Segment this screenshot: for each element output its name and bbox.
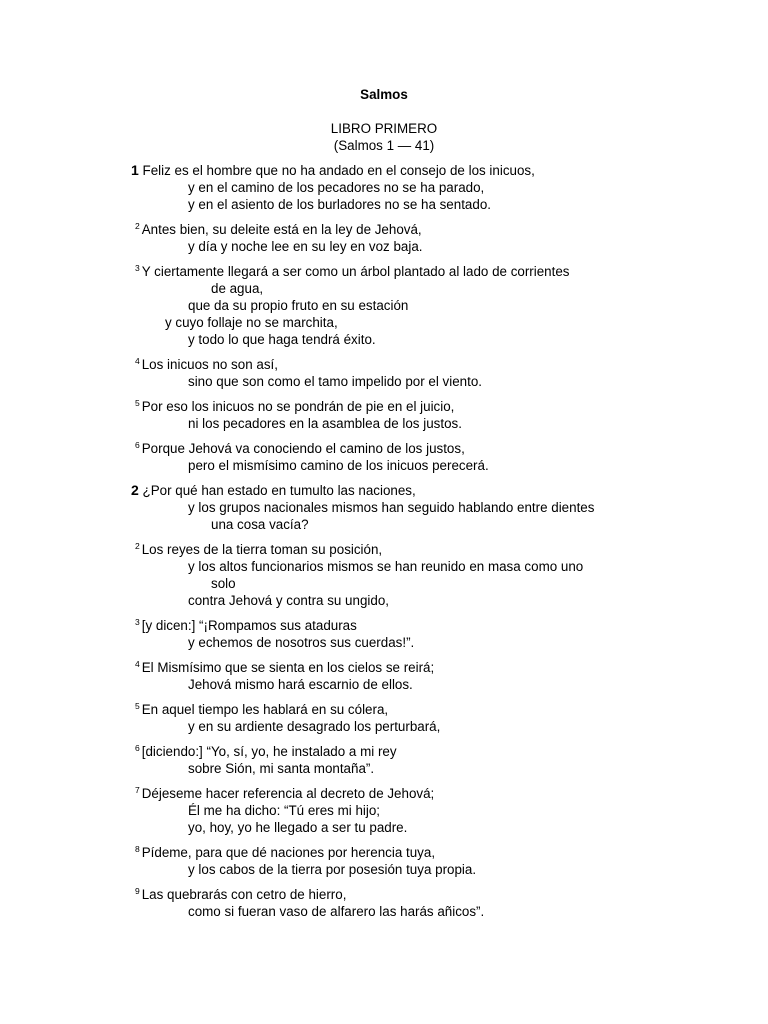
verse-number: 3 xyxy=(135,263,140,273)
verse-line: pero el mismísimo camino de los inicuos perecerá. xyxy=(188,458,489,473)
verse-line: que da su propio fruto en su estación xyxy=(188,298,409,313)
verse-line: $^5$ En aquel tiempo les hablará en su cólera, xyxy=(135,701,389,717)
document-title: Salmos xyxy=(360,87,408,102)
verse-line: y los altos funcionarios mismos se han reunido en masa como uno xyxy=(188,559,584,574)
verse-line: Él me ha dicho: “Tú eres mi hijo; xyxy=(188,803,381,818)
verse-number: 4 xyxy=(135,356,140,366)
verse-line: y los cabos de la tierra por posesión tuya propia. xyxy=(188,862,477,877)
verse-number: 8 xyxy=(135,844,140,854)
verse-line: $^7$ Déjeseme hacer referencia al decreto de Jehová; xyxy=(135,785,435,801)
verse-number: 7 xyxy=(135,785,140,795)
verse-line: $^2$ Los reyes de la tierra toman su posición, xyxy=(135,541,383,557)
verse-line: Jehová mismo hará escarnio de ellos. xyxy=(188,677,413,692)
verse-line: 2 ¿Por qué han estado en tumulto las naciones, xyxy=(131,482,416,498)
verse-line: solo xyxy=(211,576,236,591)
verse-number: 3 xyxy=(135,617,140,627)
verse-line: $^4$ El Mismísimo que se sienta en los cielos se reirá; xyxy=(135,659,435,675)
verse-line: y todo lo que haga tendrá éxito. xyxy=(188,332,376,347)
chapter-number: 1 xyxy=(131,162,139,178)
verse-number: 2 xyxy=(135,541,140,551)
verse-line: contra Jehová y contra su ungido, xyxy=(188,593,389,608)
verse-line: $^6$ [diciendo:] “Yo, sí, yo, he instalado a mi rey xyxy=(135,743,397,759)
verse-line: de agua, xyxy=(211,281,264,296)
verse-line: sino que son como el tamo impelido por el viento. xyxy=(188,374,483,389)
verse-line: $^3$ [y dicen:] “¡Rompamos sus ataduras xyxy=(135,617,357,633)
verse-line: $^4$ Los inicuos no son así, xyxy=(135,356,278,372)
verse-line: y día y noche lee en su ley en voz baja. xyxy=(188,239,423,254)
verse-number: 5 xyxy=(135,398,140,408)
verse-line: sobre Sión, mi santa montaña”. xyxy=(188,761,375,776)
verse-line: ni los pecadores en la asamblea de los justos. xyxy=(188,416,462,431)
verse-line: yo, hoy, yo he llegado a ser tu padre. xyxy=(188,820,408,835)
verse-line: $^8$ Pídeme, para que dé naciones por herencia tuya, xyxy=(135,844,436,860)
verse-line: $^5$ Por eso los inicuos no se pondrán de pie en el juicio, xyxy=(135,398,455,414)
verse-number: 5 xyxy=(135,701,140,711)
book-heading: LIBRO PRIMERO xyxy=(330,121,438,136)
verse-line: una cosa vacía? xyxy=(211,517,309,532)
verse-line: y en su ardiente desagrado los perturbará, xyxy=(188,719,441,734)
verse-line: $^3$ Y ciertamente llegará a ser como un árbol plantado al lado de corrientes xyxy=(135,263,570,279)
verse-line: y los grupos nacionales mismos han seguido hablando entre dientes xyxy=(188,500,595,515)
verse-number: 6 xyxy=(135,440,140,450)
verse-line: y cuyo follaje no se marchita, xyxy=(165,315,338,330)
verse-line: $^2$ Antes bien, su deleite está en la ley de Jehová, xyxy=(135,221,422,237)
verse-line: $^6$ Porque Jehová va conociendo el camino de los justos, xyxy=(135,440,465,456)
verse-line: como si fueran vaso de alfarero las harás añicos”. xyxy=(188,904,485,919)
chapter-number: 2 xyxy=(131,482,139,498)
verse-line: y en el camino de los pecadores no se ha parado, xyxy=(188,180,485,195)
verse-line: 1 Feliz es el hombre que no ha andado en el consejo de los inicuos, xyxy=(131,162,535,178)
verse-line: y en el asiento de los burladores no se ha sentado. xyxy=(188,197,491,212)
verse-number: 4 xyxy=(135,659,140,669)
verse-number: 2 xyxy=(135,221,140,231)
verse-line: y echemos de nosotros sus cuerdas!”. xyxy=(188,635,415,650)
verse-number: 6 xyxy=(135,743,140,753)
verse-line: $^9$ Las quebrarás con cetro de hierro, xyxy=(135,886,347,902)
book-range: (Salmos 1 — 41) xyxy=(333,138,435,153)
verse-number: 9 xyxy=(135,886,140,896)
